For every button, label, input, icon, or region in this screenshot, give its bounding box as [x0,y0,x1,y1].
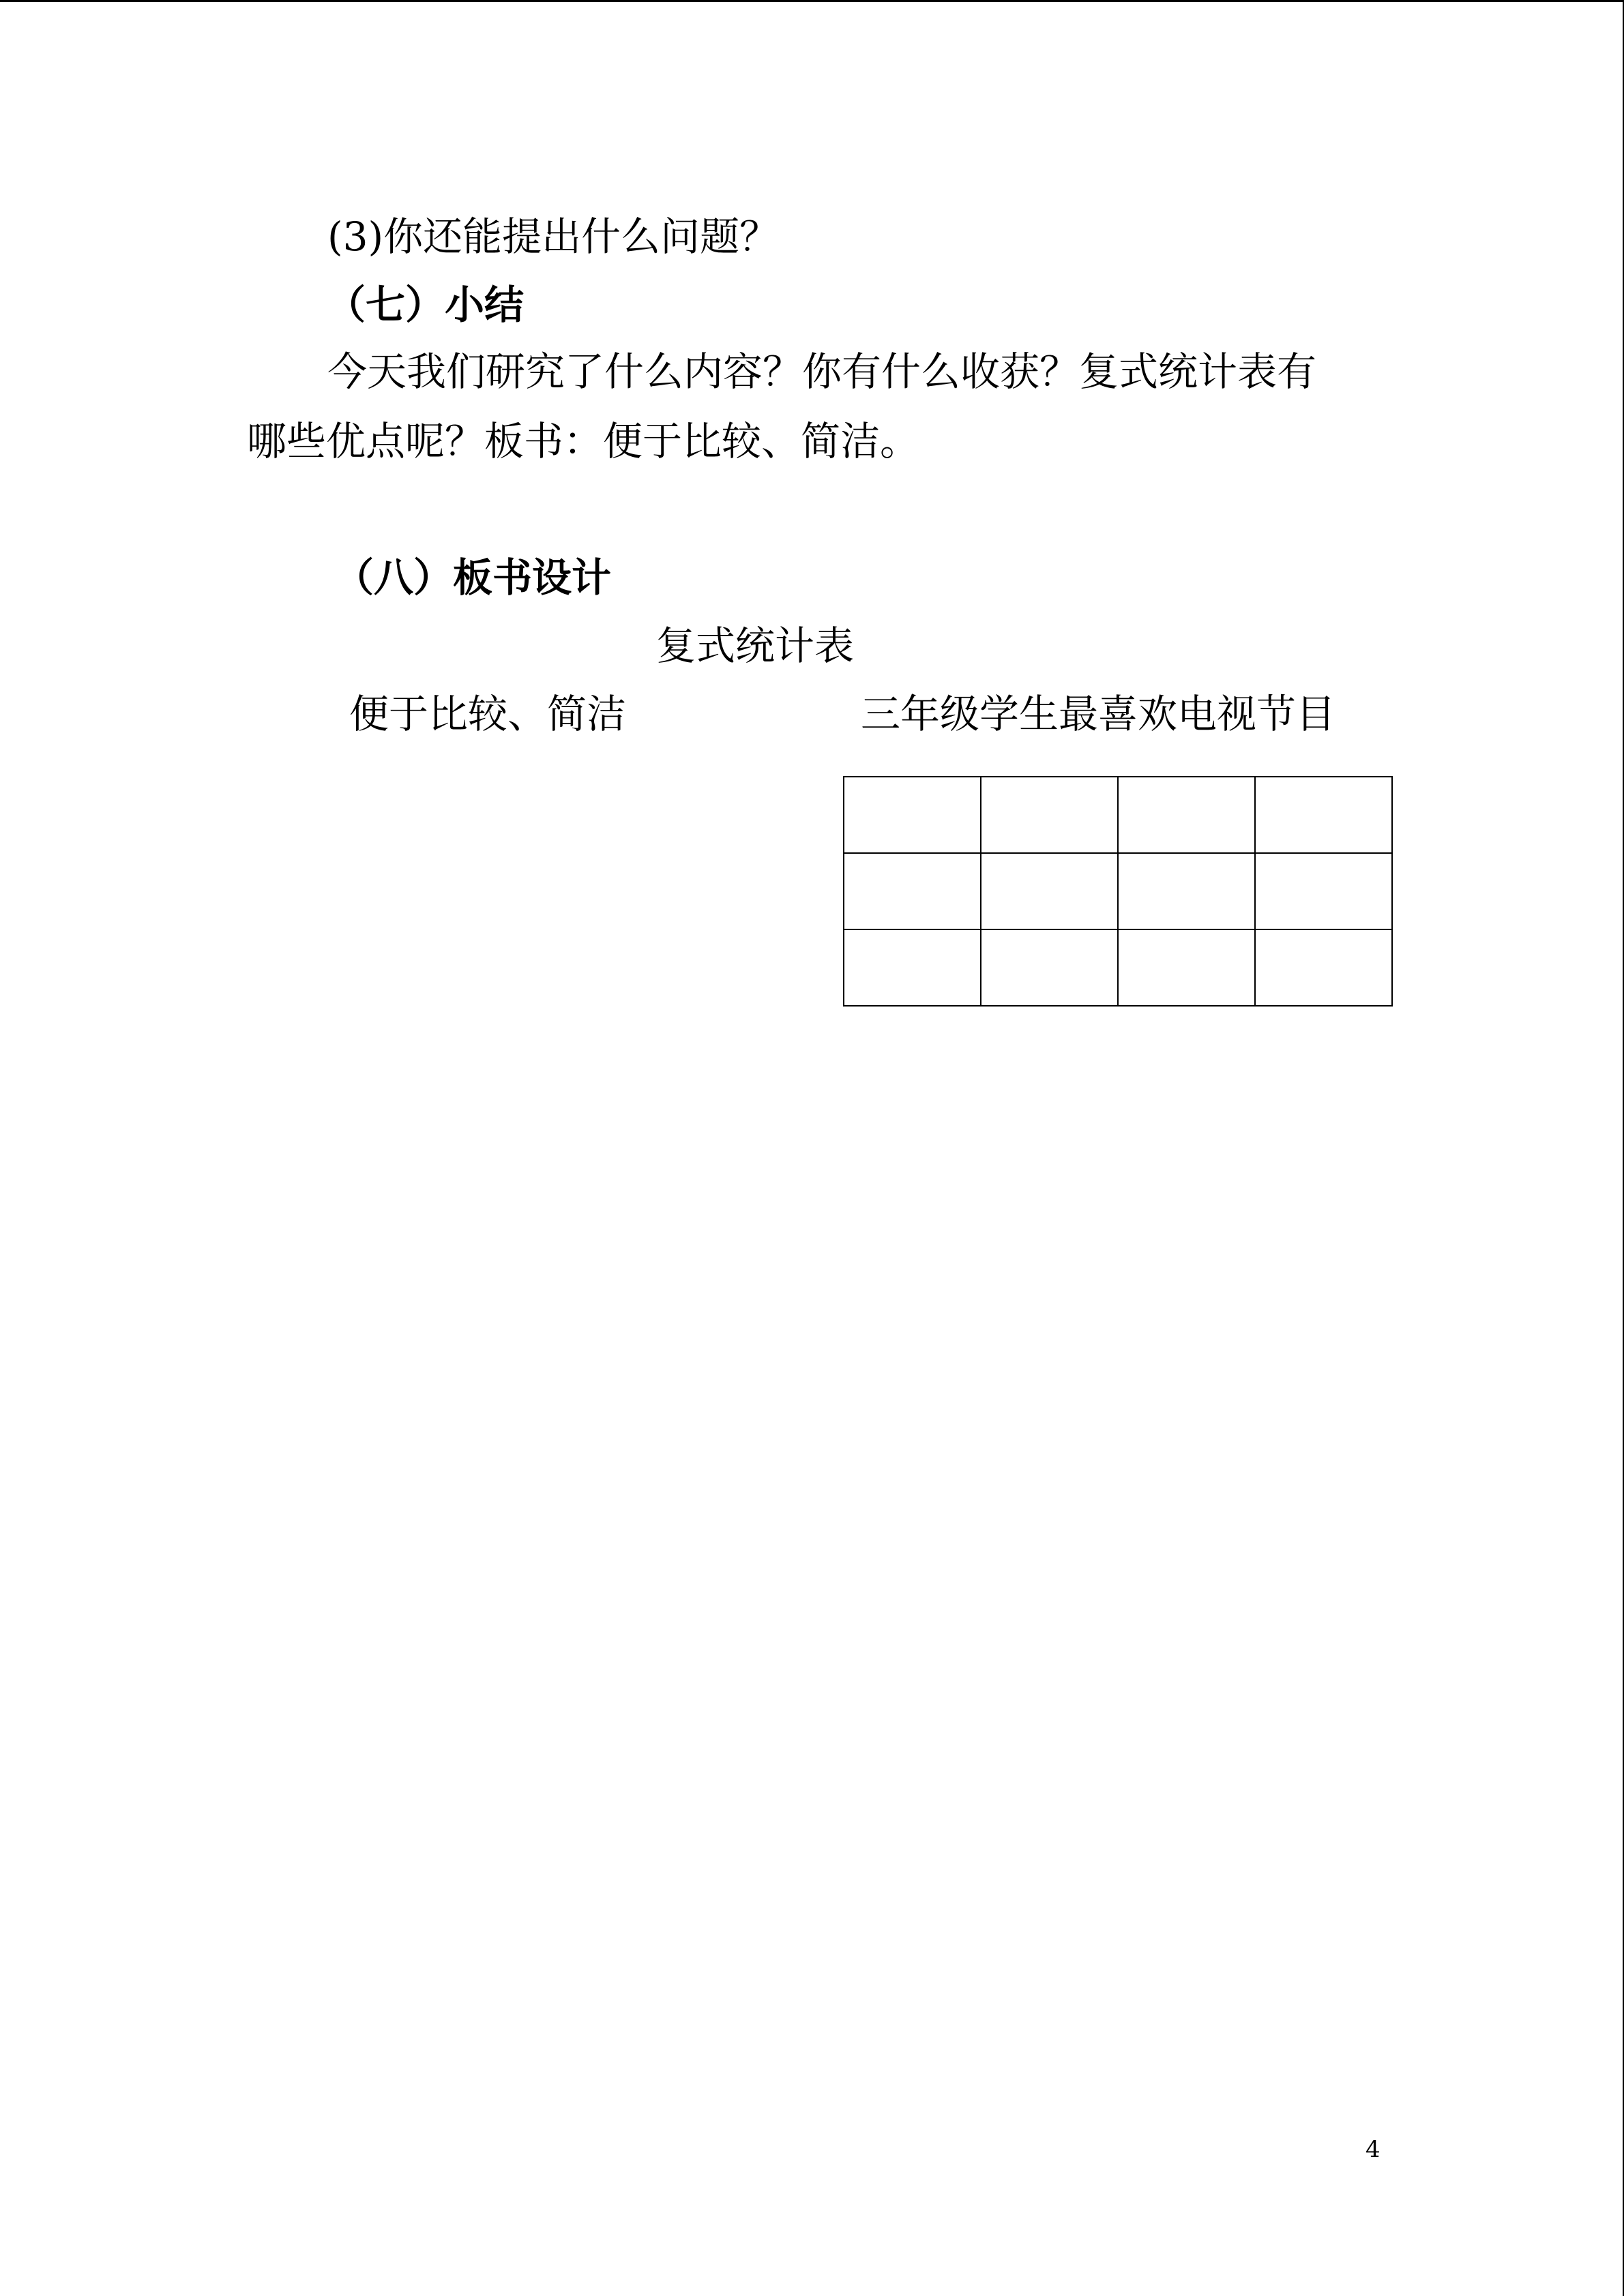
table-cell [1118,853,1255,929]
table-cell [1255,853,1392,929]
table-cell [1118,777,1255,853]
summary-paragraph-line-1: 今天我们研究了什么内容？你有什么收获？复式统计表有 [327,348,1317,395]
table-row [844,853,1392,929]
table-cell [844,777,981,853]
table-cell [1255,929,1392,1006]
section-7-heading: （七）小结 [326,282,525,328]
section-8-heading: （八）板书设计 [334,554,612,601]
board-left-text: 便于比较、简洁 [349,691,627,737]
table-cell [981,929,1118,1006]
table-row [844,777,1392,853]
table-cell [844,853,981,929]
table-row [844,929,1392,1006]
table-cell [1118,929,1255,1006]
table-cell [981,853,1118,929]
page-number: 4 [1365,2136,1381,2163]
question-3: (3)你还能提出什么问题？ [327,213,780,260]
table-cell [1255,777,1392,853]
table-cell [981,777,1118,853]
board-empty-table [843,776,1393,1007]
board-title: 复式统计表 [656,623,855,669]
table-cell [844,929,981,1006]
page-top-border [0,0,1624,2]
summary-paragraph-line-2: 哪些优点呢？板书：便于比较、简洁。 [247,418,920,464]
board-table-title: 三年级学生最喜欢电视节目 [861,691,1336,737]
